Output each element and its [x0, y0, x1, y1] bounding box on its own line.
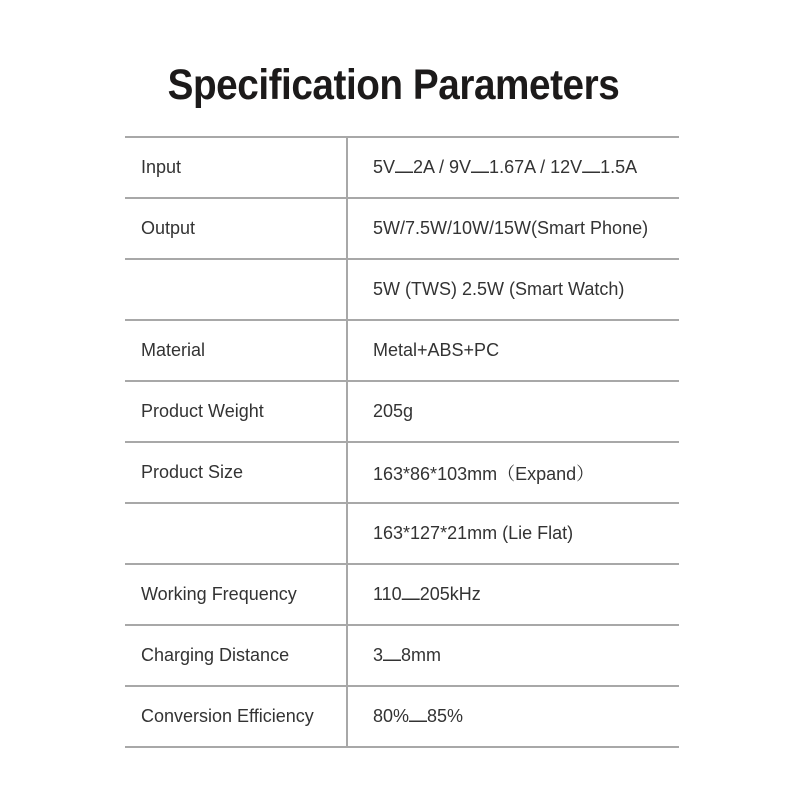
- table-row: [125, 381, 679, 442]
- row-label: Material: [125, 320, 347, 381]
- table-row: [125, 564, 679, 625]
- row-label: Product Size: [125, 442, 347, 503]
- table-row: [125, 503, 679, 564]
- table-row: [125, 625, 679, 686]
- table-row: [125, 259, 679, 320]
- row-label: Input: [125, 137, 347, 198]
- row-value: 5W (TWS) 2.5W (Smart Watch): [347, 259, 679, 320]
- row-value: 5W/7.5W/10W/15W(Smart Phone): [347, 198, 679, 259]
- spec-table: [125, 136, 679, 748]
- table-row: [125, 442, 679, 503]
- table-row: [125, 686, 679, 747]
- row-label: Output: [125, 198, 347, 259]
- row-value: 163*127*21mm (Lie Flat): [347, 503, 679, 564]
- row-value: 205g: [347, 381, 679, 442]
- page-title: Specification Parameters: [167, 61, 620, 109]
- row-label: Conversion Efficiency: [125, 686, 347, 747]
- row-label: Product Weight: [125, 381, 347, 442]
- table-row: [125, 198, 679, 259]
- table-row: [125, 137, 679, 198]
- row-value: 80%⎼85%: [347, 686, 679, 747]
- row-value: 5V⎼2A / 9V⎼1.67A / 12V⎼1.5A: [347, 137, 679, 198]
- row-value: 3⎼8mm: [347, 625, 679, 686]
- row-value: 110⎼205kHz: [347, 564, 679, 625]
- row-label: [125, 503, 347, 564]
- row-label: [125, 259, 347, 320]
- table-row: [125, 320, 679, 381]
- row-label: Working Frequency: [125, 564, 347, 625]
- row-label: Charging Distance: [125, 625, 347, 686]
- row-value: 163*86*103mm（Expand）: [347, 442, 679, 503]
- row-value: Metal+ABS+PC: [347, 320, 679, 381]
